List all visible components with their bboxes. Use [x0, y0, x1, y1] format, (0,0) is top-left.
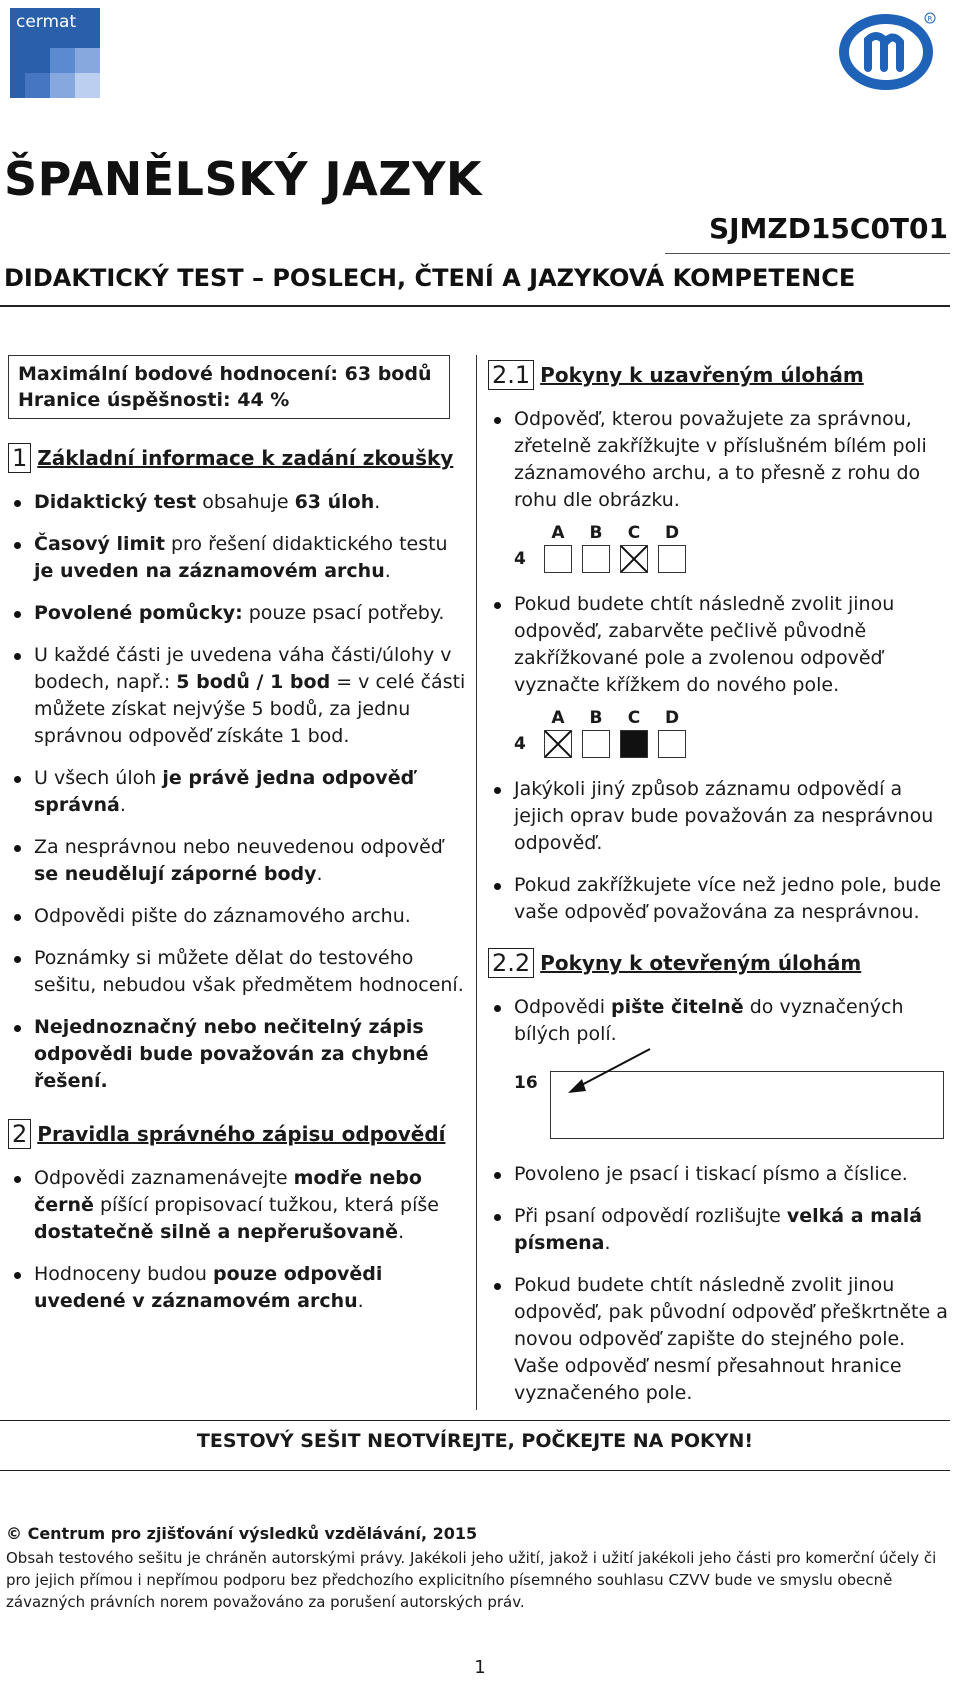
list-item: U každé části je uvedena váha části/úlohy v bodech, např.: 5 bodů / 1 bod = v celé části můžete získat nejvýše 5 bodů, za jednu správnou odpověď získáte 1 bod. — [8, 642, 468, 750]
section22-header — [488, 948, 948, 978]
answer-box — [582, 545, 610, 573]
list-item: Odpověď, kterou považujete za správnou, zřetelně zakřížkujte v příslušném bílém poli záznamového archu, a to přesně z rohu do rohu dle obrázku. — [488, 406, 948, 514]
list-item: Poznámky si můžete dělat do testového sešitu, nebudou však předmětem hodnocení. — [8, 945, 468, 999]
option-label: A — [551, 708, 565, 728]
sample-number: 4 — [514, 734, 526, 754]
list-item: Nejednoznačný nebo nečitelný zápis odpovědi bude považován za chybné řešení. — [8, 1014, 468, 1095]
arrow-icon — [558, 1045, 658, 1105]
list-item: Hodnoceny budou pouze odpovědi uvedené v záznamovém archu. — [8, 1261, 468, 1315]
list-item: Při psaní odpovědí rozlišujte velká a malá písmena. — [488, 1203, 948, 1257]
list-item: Odpovědi pište čitelně do vyznačených bílých polí. — [488, 994, 948, 1048]
right-column — [488, 360, 948, 1422]
sample-number: 4 — [514, 549, 526, 569]
left-column — [8, 355, 468, 1330]
section1-title: Základní informace k zadání zkoušky — [37, 446, 454, 470]
sample-answer-1 — [514, 523, 948, 573]
list-item: Jakýkoli jiný způsob záznamu odpovědí a jejich oprav bude považován za nesprávnou odpověď. — [488, 776, 948, 857]
section21-title: Pokyny k uzavřeným úlohám — [540, 363, 864, 387]
m-logo-icon — [838, 10, 938, 90]
section1-number: 1 — [8, 443, 31, 473]
section1-list — [8, 489, 468, 1095]
section2-header — [8, 1119, 468, 1149]
section2-list — [8, 1165, 468, 1315]
section21-list-3 — [488, 776, 948, 926]
cermat-logo-text: cermat — [16, 12, 77, 32]
sample-answer-2 — [514, 708, 948, 758]
answer-box-crossed — [544, 730, 572, 758]
answer-box — [582, 730, 610, 758]
answer-box-crossed — [620, 545, 648, 573]
max-score: Maximální bodové hodnocení: 63 bodů — [18, 363, 432, 385]
section1-header — [8, 443, 468, 473]
sample-open-number: 16 — [514, 1073, 538, 1093]
cermat-logo — [10, 8, 100, 98]
column-divider — [476, 355, 477, 1410]
cross-icon — [545, 731, 571, 757]
answer-box — [544, 545, 572, 573]
list-item: Povoleno je psací i tiskací písmo a číslice. — [488, 1161, 948, 1188]
test-code: SJMZD15C0T01 — [708, 212, 948, 245]
option-label: B — [589, 523, 603, 543]
sample-open-answer — [488, 1063, 948, 1143]
section21-list — [488, 406, 948, 514]
section22-list — [488, 994, 948, 1048]
option-label: D — [664, 523, 680, 543]
section22-number: 2.2 — [488, 948, 534, 978]
option-label: C — [627, 523, 641, 543]
list-item: Pokud budete chtít následně zvolit jinou odpověď, pak původní odpověď přeškrtněte a novou odpověď zapište do stejného pole. Vaše odpověď nesmí přesahnout hranice vyznačeného pole. — [488, 1272, 948, 1407]
section2-number: 2 — [8, 1119, 31, 1149]
list-item: Odpovědi zaznamenávejte modře nebo černě píšící propisovací tužkou, která píše dostatečně silně a nepřerušovaně. — [8, 1165, 468, 1246]
list-item: Pokud zakřížkujete více než jedno pole, bude vaše odpověď považována za nesprávnou. — [488, 872, 948, 926]
section21-header — [488, 360, 948, 390]
option-label: A — [551, 523, 565, 543]
answer-box-filled — [620, 730, 648, 758]
notice-top-rule — [0, 1420, 950, 1421]
page-number: 1 — [474, 1657, 486, 1678]
copyright: © Centrum pro zjišťování výsledků vzdělávání, 2015 — [6, 1524, 478, 1543]
option-label: D — [664, 708, 680, 728]
notice-text: TESTOVÝ SEŠIT NEOTVÍREJTE, POČKEJTE NA POKYN! — [196, 1430, 754, 1452]
section21-list-2 — [488, 591, 948, 699]
list-item: Časový limit pro řešení didaktického testu je uveden na záznamovém archu. — [8, 531, 468, 585]
list-item: Pokud budete chtít následně zvolit jinou odpověď, zabarvěte pečlivě původně zakřížkované pole a zvolenou odpověď vyznačte křížkem do nového pole. — [488, 591, 948, 699]
list-item: Za nesprávnou nebo neuvedenou odpověď se neudělují záporné body. — [8, 834, 468, 888]
option-label: B — [589, 708, 603, 728]
score-box — [8, 355, 450, 419]
option-label: C — [627, 708, 641, 728]
list-item: Povolené pomůcky: pouze psací potřeby. — [8, 600, 468, 627]
header-divider — [0, 305, 950, 307]
pass-threshold: Hranice úspěšnosti: 44 % — [18, 389, 290, 411]
notice-bottom-rule — [0, 1470, 950, 1471]
list-item: U všech úloh je právě jedna odpověď správná. — [8, 765, 468, 819]
answer-box — [658, 545, 686, 573]
copyright-text: Obsah testového sešitu je chráněn autorskými právy. Jakékoli jeho užití, jakož i užití jakékoli jeho části pro komerční účely či pro jejich přímou i nepřímou podporu bez předchozího explicitního písemného souhlasu CZVV bude ve smyslu obecně závazných právních norem považováno za porušení autorských práv. — [6, 1549, 937, 1611]
list-item: Didaktický test obsahuje 63 úloh. — [8, 489, 468, 516]
section21-number: 2.1 — [488, 360, 534, 390]
page-title: ŠPANĚLSKÝ JAZYK — [4, 152, 483, 206]
answer-box — [658, 730, 686, 758]
section2-title: Pravidla správného zápisu odpovědí — [37, 1122, 446, 1146]
section22-list-2 — [488, 1161, 948, 1407]
section22-title: Pokyny k otevřeným úlohám — [540, 951, 862, 975]
cross-icon — [621, 546, 647, 572]
list-item: Odpovědi pište do záznamového archu. — [8, 903, 468, 930]
code-underline — [665, 253, 950, 254]
svg-text:R: R — [927, 15, 933, 23]
page-subtitle: DIDAKTICKÝ TEST – POSLECH, ČTENÍ A JAZYKOVÁ KOMPETENCE — [4, 264, 856, 292]
